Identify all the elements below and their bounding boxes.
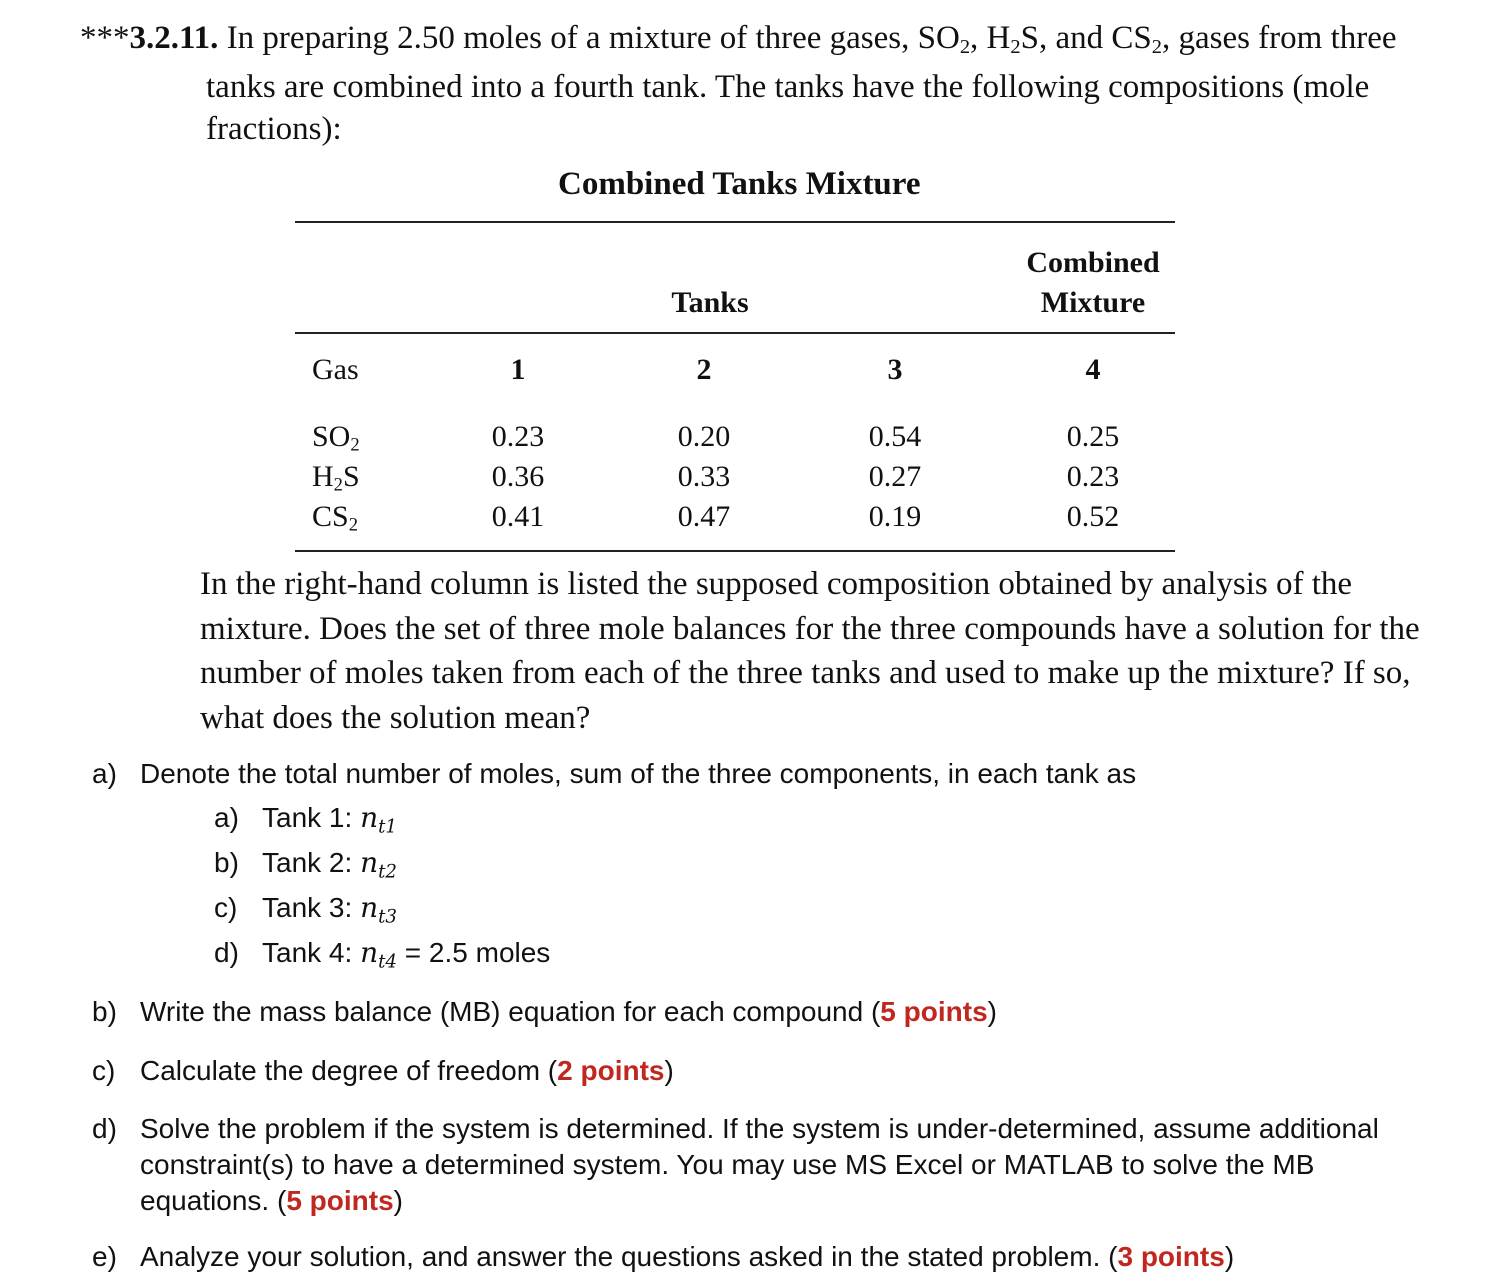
question-label: a) [92,758,117,789]
header-mixture: Mixture [1040,286,1146,319]
problem-heading [80,14,1397,62]
subscript: 2 [959,36,971,59]
points-badge: 3 points [1117,1241,1225,1272]
table-cell: 0.52 [1066,500,1120,533]
header-combined: Combined [1026,246,1160,279]
problem-intro-text: S, and CS [1020,20,1152,56]
points-badge: 5 points [286,1185,394,1216]
table-cell: 0.20 [677,420,731,453]
subscript: 2 [1151,36,1162,59]
points-badge: 5 points [880,996,988,1027]
table-cell: 0.36 [491,460,545,493]
table-cell: 0.47 [677,500,731,533]
table-cell: 0.33 [677,460,731,493]
table-cell: 0.25 [1066,420,1120,453]
col-header-4: 4 [1085,353,1101,386]
question-text: Denote the total number of moles, sum of the three components, in each tank as [140,758,1137,789]
table-header-rule [295,332,1175,334]
problem-number: 3.2.11. [129,20,219,56]
points-badge: 2 points [557,1055,665,1086]
table-cell: 0.27 [868,460,922,493]
table-cell: 0.54 [868,420,922,453]
table-cell: 0.19 [868,500,922,533]
header-tanks: Tanks [671,286,749,319]
col-header-gas: Gas [312,353,359,386]
problem-intro-text: , H [970,20,1011,56]
table-top-rule [295,221,1175,223]
col-header-1: 1 [510,353,526,386]
table-row-gas: $SO_2$ [312,420,360,456]
col-header-3: 3 [887,353,903,386]
table-bottom-rule [295,550,1175,552]
problem-stars: *** [80,20,130,56]
table-cell: 0.23 [1066,460,1120,493]
problem-question-paragraph: In the right-hand column is listed the supposed composition obtained by analysis of the mixture. Does the set of three mole balances for the three compounds have a solution for the number of moles taken from each of the three tanks and used to make up the mixture? If so, what does the solution mean? [200,566,1420,736]
problem-intro-continued: tanks are combined into a fourth tank. The tanks have the following compositions (mole fractions): [206,69,1370,147]
problem-intro-text: In preparing 2.50 moles of a mixture of three gases, SO [218,20,960,56]
table-cell: 0.41 [491,500,545,533]
table-title: Combined Tanks Mixture [558,166,921,202]
table-row-gas: $H_2S$ [312,460,360,496]
problem-intro-text: , gases from three [1161,20,1397,56]
subscript: 2 [1010,36,1021,59]
col-header-2: 2 [696,353,712,386]
table-row-gas: $CS_2$ [312,500,358,536]
table-cell: 0.23 [491,420,545,453]
